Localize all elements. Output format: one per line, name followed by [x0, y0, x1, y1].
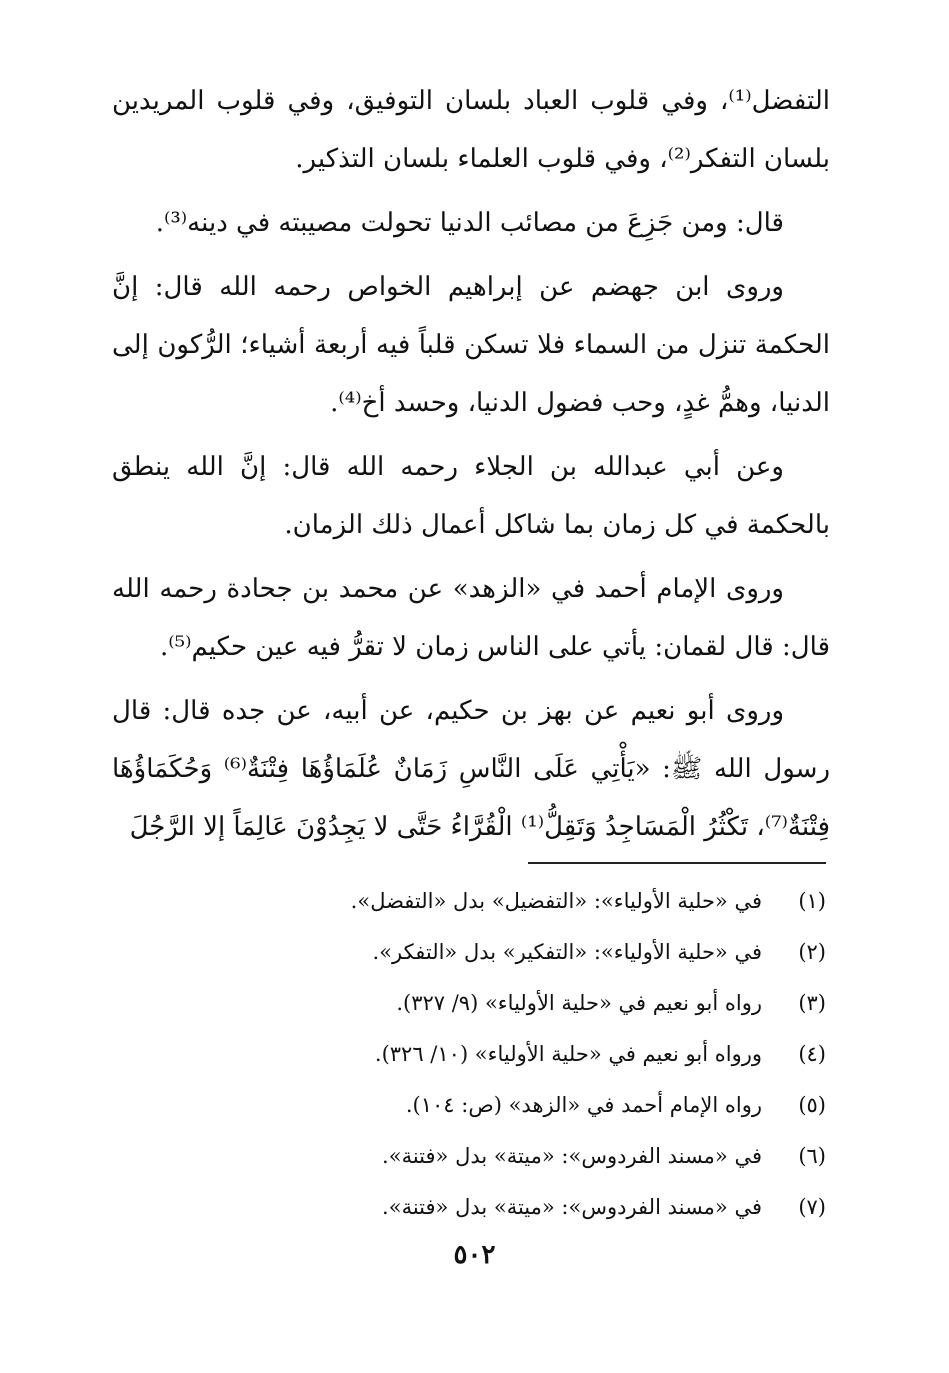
main-text — [112, 72, 830, 862]
paragraph-5: وروى الإمام أحمد في «الزهد» عن محمد بن جحادة رحمه الله قال: قال لقمان: يأتي على الناس زمان لا تقرُّ فيه عين حكيم⁽⁵⁾. — [112, 574, 830, 662]
paragraph-3: وروى ابن جهضم عن إبراهيم الخواص رحمه الله قال: إنَّ الحكمة تنزل من السماء فلا تسكن قلباً فيه أربعة أشياء؛ الرُّكون إلى الدنيا، وهمُّ غدٍ، وحب فضول الدنيا، وحسد أخ⁽⁴⁾. — [112, 272, 830, 418]
footnote-text: رواه أبو نعيم في «حلية الأولياء» (٩/ ٣٢٧). — [396, 991, 762, 1015]
footnote-separator — [528, 862, 826, 864]
paragraph-6: وروى أبو نعيم عن بهز بن حكيم، عن أبيه، عن جده قال: قال رسول الله ﷺ: «يَأْتِي عَلَى النَّاسِ زَمَانٌ عُلَمَاؤُهَا فِتْنَةٌ⁽⁶⁾ وَحُكَمَاؤُهَا فِتْنَةٌ⁽⁷⁾، تَكْثُرُ الْمَسَاجِدُ وَتَقِلُّ⁽¹⁾ الْقُرَّاءُ حَتَّى لا يَجِدُوْنَ عَالِمَاً إلا الرَّجُلَ — [112, 696, 830, 842]
footnote-text: رواه الإمام أحمد في «الزهد» (ص: ١٠٤). — [405, 1093, 762, 1117]
footnote-number: (٦) — [798, 1144, 826, 1168]
footnote-6 — [112, 1131, 830, 1182]
paragraph-1: التفضل⁽¹⁾، وفي قلوب العباد بلسان التوفيق، وفي قلوب المريدين بلسان التفكر⁽²⁾، وفي قلوب العلماء بلسان التذكير. — [112, 86, 830, 174]
footnote-text: في «حلية الأولياء»: «التفضيل» بدل «التفضل». — [350, 889, 762, 913]
footnote-text: في «مسند الفردوس»: «ميتة» بدل «فتنة». — [382, 1144, 762, 1168]
footnote-7 — [112, 1182, 830, 1233]
paragraph-2: قال: ومن جَزِعَ من مصائب الدنيا تحولت مصيبته في دينه⁽³⁾. — [155, 208, 784, 238]
footnote-number: (١) — [798, 889, 826, 913]
footnotes — [112, 876, 830, 1233]
footnote-5 — [112, 1080, 830, 1131]
footnote-text: في «مسند الفردوس»: «ميتة» بدل «فتنة». — [382, 1195, 762, 1219]
footnote-3 — [112, 978, 830, 1029]
footnote-number: (٥) — [798, 1093, 826, 1117]
paragraph-4: وعن أبي عبدالله بن الجلاء رحمه الله قال: إنَّ الله ينطق بالحكمة في كل زمان بما شاكل أعمال ذلك الزمان. — [112, 452, 830, 540]
footnote-number: (٤) — [798, 1042, 826, 1066]
footnote-number: (٣) — [798, 991, 826, 1015]
footnote-4 — [112, 1029, 830, 1080]
footnote-number: (٢) — [798, 940, 826, 964]
footnote-text: ورواه أبو نعيم في «حلية الأولياء» (١٠/ ٣٢٦). — [374, 1042, 762, 1066]
footnote-1 — [112, 876, 830, 927]
footnote-number: (٧) — [798, 1195, 826, 1219]
page-number: ٥٠٢ — [453, 1240, 496, 1270]
footnote-2 — [112, 927, 830, 978]
footnote-text: في «حلية الأولياء»: «التفكير» بدل «التفكر». — [372, 940, 762, 964]
